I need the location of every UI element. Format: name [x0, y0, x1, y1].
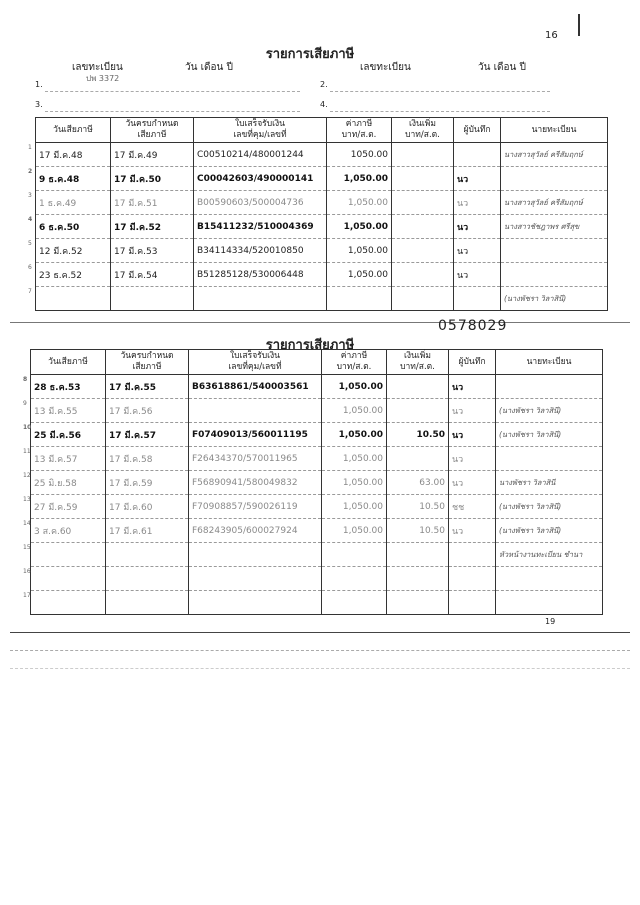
cell-receipt: B15411232/510004369 [194, 215, 327, 239]
cell-recorder: นว [449, 447, 496, 471]
cell-due [106, 591, 189, 615]
row-number: 17 [23, 592, 31, 599]
cell-date: 3 ส.ค.60 14 [31, 519, 106, 543]
cell-date: 28 ธ.ค.53 8 [31, 375, 106, 399]
row-number: 9 [23, 400, 27, 407]
cell-tax: 1050.00 [327, 143, 392, 167]
col-due-date: วันครบกำหนด เสียภาษี [106, 350, 189, 375]
col-payment-date: วันเสียภาษี [31, 350, 106, 375]
cell-due: 17 มี.ค.57 [106, 423, 189, 447]
cell-due: 17 มี.ค.51 [111, 191, 194, 215]
row-number: 16 [23, 568, 31, 575]
col-recorder: ผู้บันทึก [454, 118, 501, 143]
cell-due: 17 มี.ค.53 [111, 239, 194, 263]
row-number: 12 [23, 472, 31, 479]
cell-recorder [449, 591, 496, 615]
line-2-label: 2. [320, 80, 328, 89]
cell-date: 9 ธ.ค.48 2 [36, 167, 111, 191]
cell-recorder [454, 143, 501, 167]
cell-extra: 63.00 [387, 471, 449, 495]
cell-tax [322, 567, 387, 591]
cell-extra [392, 167, 454, 191]
cell-date: 17 มี.ค.48 1 [36, 143, 111, 167]
table-row [31, 375, 603, 399]
cell-recorder: นว [449, 423, 496, 447]
date-label-right: วัน เดือน ปี [478, 62, 526, 73]
cell-tax: 1,050.00 [322, 375, 387, 399]
table-row [31, 423, 603, 447]
cell-extra [392, 287, 454, 311]
cell-tax [322, 591, 387, 615]
col-extra: เงินเพิ่ม บาท/ส.ต. [387, 350, 449, 375]
table-1-header [36, 118, 608, 143]
section1-title: รายการเสียภาษี [265, 47, 355, 62]
margin-mark [578, 14, 580, 36]
cell-recorder [449, 567, 496, 591]
cell-tax: 1,050.00 [327, 191, 392, 215]
cell-registrar [501, 239, 608, 263]
bottom-mark: 19 [545, 617, 556, 626]
cell-receipt: B63618861/540003561 [189, 375, 322, 399]
cell-registrar: นางพัชรา วิลาสินี [496, 471, 603, 495]
cell-due: 17 มี.ค.49 [111, 143, 194, 167]
row-number: 14 [23, 520, 31, 527]
cell-tax: 1,050.00 [322, 399, 387, 423]
cell-date: 23 ธ.ค.52 6 [36, 263, 111, 287]
tear-line [10, 322, 630, 323]
line-4-rule [330, 111, 550, 112]
cell-date: 12 มี.ค.52 5 [36, 239, 111, 263]
table-row [36, 239, 608, 263]
line-3-label: 3. [35, 100, 43, 109]
row-number: 4 [28, 216, 33, 223]
table-row [31, 447, 603, 471]
registration-label-left: เลขทะเบียน [72, 62, 123, 73]
cell-tax: 1,050.00 [327, 263, 392, 287]
line-1-label: 1. [35, 80, 43, 89]
cell-recorder: นว [454, 215, 501, 239]
cell-extra [392, 143, 454, 167]
cell-extra [387, 447, 449, 471]
cell-date: 25 มี.ค.56 10 [31, 423, 106, 447]
cell-due [106, 567, 189, 591]
row-number: 10 [23, 424, 32, 431]
row-number: 5 [28, 240, 32, 247]
cell-extra: 10.50 [387, 495, 449, 519]
cell-receipt: C00510214/480001244 [194, 143, 327, 167]
registration-label-right: เลขทะเบียน [360, 62, 411, 73]
cell-tax [327, 287, 392, 311]
cell-recorder: นว [454, 239, 501, 263]
row-number: 13 [23, 496, 31, 503]
cell-receipt: B34114334/520010850 [194, 239, 327, 263]
cell-registrar: หัวหน้างานทะเบียน ชำนา [496, 543, 603, 567]
row-number: 8 [23, 376, 28, 383]
cell-receipt [189, 567, 322, 591]
cell-recorder: นว [449, 471, 496, 495]
col-registrar: นายทะเบียน [496, 350, 603, 375]
cell-tax: 1,050.00 [322, 447, 387, 471]
row-number: 1 [28, 144, 32, 151]
cell-extra [387, 375, 449, 399]
table-row [36, 263, 608, 287]
cell-extra [392, 215, 454, 239]
cell-receipt: F70908857/590026119 [189, 495, 322, 519]
cell-date: 1 ธ.ค.49 3 [36, 191, 111, 215]
cell-recorder: นว [449, 519, 496, 543]
cell-recorder [449, 543, 496, 567]
table-row [31, 471, 603, 495]
col-receipt: ใบเสร็จรับเงิน เลขที่คุม/เลขที่ [194, 118, 327, 143]
cell-receipt: F56890941/580049832 [189, 471, 322, 495]
cell-tax: 1,050.00 [322, 495, 387, 519]
cell-extra [387, 567, 449, 591]
cell-extra: 10.50 [387, 519, 449, 543]
cell-registrar: (นางพัชรา วิลาสินี) [496, 399, 603, 423]
cell-receipt: B00590603/500004736 [194, 191, 327, 215]
cell-registrar: (นางพัชรา วิลาสินี) [496, 423, 603, 447]
page-rule-1 [10, 632, 630, 633]
cell-recorder [454, 287, 501, 311]
table-row [31, 591, 603, 615]
row-number: 7 [28, 288, 32, 295]
cell-extra [392, 239, 454, 263]
cell-receipt: F07409013/560011195 [189, 423, 322, 447]
page-rule-3 [10, 668, 630, 669]
cell-due: 17 มี.ค.54 [111, 263, 194, 287]
col-payment-date: วันเสียภาษี [36, 118, 111, 143]
cell-receipt [194, 287, 327, 311]
table-row [36, 167, 608, 191]
cell-extra [387, 543, 449, 567]
cell-registrar [501, 263, 608, 287]
cell-receipt: F26434370/570011965 [189, 447, 322, 471]
cell-recorder: นว [449, 399, 496, 423]
cell-registrar: (นางพัชรา วิลาสินี) [496, 519, 603, 543]
cell-due [106, 543, 189, 567]
cell-due: 17 มี.ค.50 [111, 167, 194, 191]
cell-tax: 1,050.00 [327, 215, 392, 239]
cell-due: 17 มี.ค.58 [106, 447, 189, 471]
cell-date: 25 มิ.ย.58 12 [31, 471, 106, 495]
cell-registrar: นางสาวสุวัลย์ ครีสัมฤกษ์ [501, 143, 608, 167]
col-tax: ค่าภาษี บาท/ส.ต. [327, 118, 392, 143]
cell-receipt: F68243905/600027924 [189, 519, 322, 543]
line-4-label: 4. [320, 100, 328, 109]
page-number: 16 [545, 30, 558, 41]
table-row [31, 495, 603, 519]
table-2-header [31, 350, 603, 375]
cell-due: 17 มี.ค.55 [106, 375, 189, 399]
table-row [31, 519, 603, 543]
table-row [31, 543, 603, 567]
cell-registrar: นางสาวชัชฎาพร ศรีสุข [501, 215, 608, 239]
line-3-rule [45, 111, 300, 112]
cell-date [23, 591, 106, 615]
cell-tax: 1,050.00 [322, 423, 387, 447]
cell-extra: 10.50 [387, 423, 449, 447]
cell-tax: 1,050.00 [327, 167, 392, 191]
cell-recorder: นว [449, 375, 496, 399]
table-2-body [23, 375, 603, 615]
cell-recorder: นว [454, 191, 501, 215]
cell-registrar [496, 567, 603, 591]
line-1-rule [45, 91, 300, 92]
cell-due [111, 287, 194, 311]
cell-registrar: (นางพัชรา วิลาสินี) [501, 287, 608, 311]
table-row [36, 143, 608, 167]
cell-receipt: B51285128/530006448 [194, 263, 327, 287]
cell-receipt [189, 399, 322, 423]
cell-registrar [496, 447, 603, 471]
row-number: 15 [23, 544, 31, 551]
cell-due: 17 มี.ค.60 [106, 495, 189, 519]
cell-receipt: C00042603/490000141 [194, 167, 327, 191]
row-number: 11 [23, 448, 31, 455]
tax-table-1 [28, 117, 608, 311]
cell-date: 13 มี.ค.57 11 [31, 447, 106, 471]
table-row [36, 215, 608, 239]
cell-tax: 1,050.00 [322, 519, 387, 543]
cell-recorder: นว [454, 167, 501, 191]
col-recorder: ผู้บันทึก [449, 350, 496, 375]
table-row [36, 191, 608, 215]
table-row [31, 399, 603, 423]
cell-date: 13 มี.ค.55 9 [31, 399, 106, 423]
cell-registrar [496, 591, 603, 615]
cell-recorder: นว [454, 263, 501, 287]
cell-registrar [496, 375, 603, 399]
cell-registrar: (นางพัชรา วิลาสินี) [496, 495, 603, 519]
cell-due: 17 มี.ค.52 [111, 215, 194, 239]
cell-receipt [189, 543, 322, 567]
cell-date [28, 287, 111, 311]
cell-tax: 1,050.00 [322, 471, 387, 495]
cell-extra [392, 191, 454, 215]
cell-extra [387, 399, 449, 423]
cell-recorder: ชช [449, 495, 496, 519]
col-due-date: วันครบกำหนด เสียภาษี [111, 118, 194, 143]
section2-title: รายการเสียภาษี [265, 338, 355, 353]
cell-due: 17 มี.ค.56 [106, 399, 189, 423]
cell-date: 6 ธ.ค.50 4 [36, 215, 111, 239]
cell-due: 17 มี.ค.61 [106, 519, 189, 543]
col-extra: เงินเพิ่ม บาท/ส.ต. [392, 118, 454, 143]
cell-date [23, 567, 106, 591]
col-receipt: ใบเสร็จรับเงิน เลขที่คุม/เลขที่ [189, 350, 322, 375]
cell-receipt [189, 591, 322, 615]
table-row [36, 287, 608, 311]
serial-number: 0578029 [438, 318, 508, 334]
row-number: 3 [28, 192, 32, 199]
cell-tax [322, 543, 387, 567]
page-rule-2 [10, 650, 630, 651]
line-2-rule [330, 91, 550, 92]
row-number: 2 [28, 168, 33, 175]
date-label-left: วัน เดือน ปี [185, 62, 233, 73]
cell-due: 17 มี.ค.59 [106, 471, 189, 495]
tax-table-2 [23, 349, 603, 615]
cell-extra [392, 263, 454, 287]
cell-tax: 1,050.00 [327, 239, 392, 263]
cell-registrar: นางสาวสุวัลย์ ครีสัมฤกษ์ [501, 191, 608, 215]
cell-date: 27 มี.ค.59 13 [31, 495, 106, 519]
row-number: 6 [28, 264, 32, 271]
table-row [31, 567, 603, 591]
cell-extra [387, 591, 449, 615]
col-registrar: นายทะเบียน [501, 118, 608, 143]
plate-number: ปพ 3372 [86, 74, 120, 83]
col-tax: ค่าภาษี บาท/ส.ต. [322, 350, 387, 375]
cell-date [23, 543, 106, 567]
cell-registrar [501, 167, 608, 191]
table-1-body [28, 143, 608, 311]
